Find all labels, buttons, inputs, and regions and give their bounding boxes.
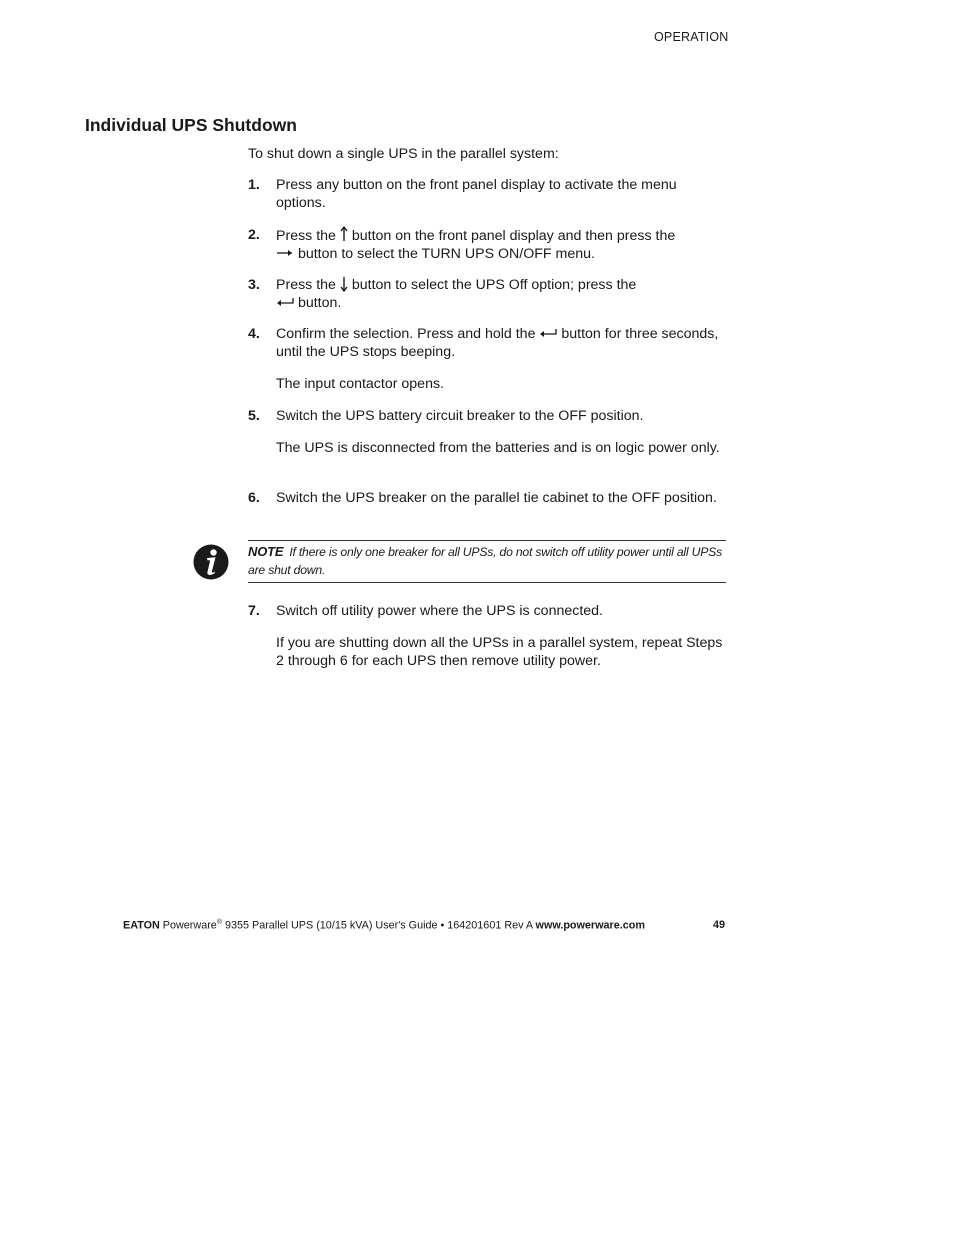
step-text: Switch the UPS breaker on the parallel tie cabinet to the OFF position. [276, 490, 717, 506]
page-number: 49 [713, 919, 726, 931]
section-label: OPERATION [654, 30, 729, 44]
note-text: NOTE If there is only one breaker for all UPSs, do not switch off utility power until all UPSs are shut down. [248, 544, 722, 577]
footer: EATON Powerware® 9355 Parallel UPS (10/15 kVA) User's Guide • 164201601 Rev A www.powerware.com [123, 919, 645, 932]
down-arrow-icon [340, 276, 348, 292]
up-arrow-icon [340, 226, 348, 242]
note-box [248, 540, 726, 583]
step-number: 4. [248, 326, 260, 342]
step-number: 2. [248, 227, 260, 243]
step-7 [248, 602, 728, 672]
footer-doc: 164201601 Rev A [447, 919, 533, 932]
step-result: The input contactor opens. [276, 376, 444, 392]
step-text: Switch the UPS battery circuit breaker to the OFF position. [276, 408, 644, 424]
footer-brand: EATON [123, 919, 160, 932]
step-text: Press the button on the front panel display and then press the button to select the TURN UPS ON/OFF menu. [276, 228, 676, 262]
page-title: Individual UPS Shutdown [85, 115, 297, 135]
enter-arrow-icon [276, 297, 294, 307]
step-text: Switch off utility power where the UPS is connected. [276, 603, 603, 619]
enter-arrow-icon [539, 328, 557, 338]
footer-url: www.powerware.com [535, 919, 645, 932]
footer-bullet: • [440, 919, 445, 932]
step-6 [248, 489, 728, 525]
info-icon [193, 544, 229, 580]
note-label: NOTE [248, 544, 284, 559]
step-number: 3. [248, 277, 260, 293]
step-text: Confirm the selection. Press and hold the button for three seconds, until the UPS stops beeping. [276, 326, 719, 360]
footer-model: 9355 Parallel UPS (10/15 kVA) User's Guide [224, 919, 438, 932]
step-text: Press any button on the front panel display to activate the menu options. [276, 177, 677, 211]
footer-product: Powerware [162, 919, 217, 932]
step-number: 7. [248, 603, 260, 619]
step-number: 6. [248, 490, 260, 506]
step-result: The UPS is disconnected from the batteries and is on logic power only. [276, 440, 720, 456]
step-text: Press the button to select the UPS Off option; press the button. [276, 277, 637, 311]
step-5 [248, 407, 728, 477]
step-number: 5. [248, 408, 260, 424]
step-4 [248, 325, 728, 395]
step-number: 1. [248, 177, 260, 193]
intro-text: To shut down a single UPS in the parallel system: [248, 146, 559, 162]
step-3 [248, 276, 728, 312]
step-1 [248, 176, 728, 212]
step-result: If you are shutting down all the UPSs in a parallel system, repeat Steps 2 through 6 for each UPS then remove utility power. [276, 635, 723, 669]
step-2 [248, 226, 728, 262]
right-arrow-icon [276, 248, 294, 258]
